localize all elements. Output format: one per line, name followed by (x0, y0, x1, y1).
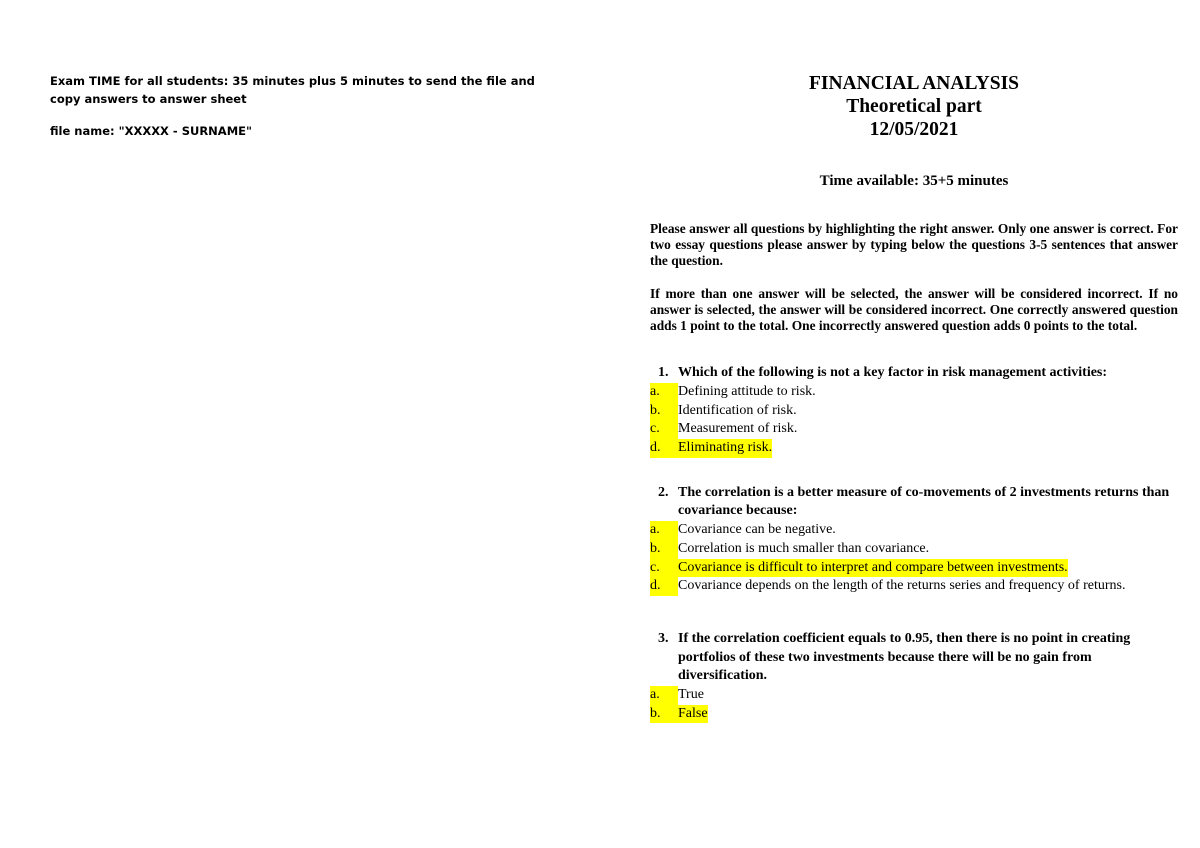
exam-time-note-line1: Exam TIME for all students: 35 minutes plus 5 minutes to send the file and (50, 74, 535, 88)
option-text: Identification of risk. (678, 402, 797, 418)
question-text: Which of the following is not a key factor in risk management activities: (678, 365, 1108, 381)
answer-option-b[interactable] (650, 705, 1178, 724)
option-text-highlighted: Covariance is difficult to interpret and compare between investments. (678, 559, 1068, 578)
option-letter: a. (650, 521, 678, 540)
option-letter: b. (650, 705, 678, 724)
option-letter: c. (650, 559, 678, 578)
question-3 (650, 630, 1178, 724)
exam-page (650, 72, 1178, 723)
file-name-note: file name: "XXXXX - SURNAME" (50, 124, 252, 138)
answer-option-a[interactable] (650, 686, 1178, 705)
question-2 (650, 484, 1178, 596)
question-number: 2. (658, 484, 669, 500)
option-text: Measurement of risk. (678, 421, 798, 437)
answer-option-b[interactable] (650, 402, 1178, 421)
instructions-paragraph-1: Please answer all questions by highlighting the right answer. Only one answer is correct. For two essay questions please answer by typing below the questions 3-5 sentences that answer the question. (650, 221, 1178, 269)
answer-option-c[interactable] (650, 559, 1178, 578)
option-letter: b. (650, 540, 678, 559)
answer-option-d[interactable] (650, 577, 1178, 596)
exam-date: 12/05/2021 (869, 119, 959, 140)
question-number: 3. (658, 630, 669, 646)
question-number: 1. (658, 365, 669, 381)
answer-option-a[interactable] (650, 383, 1178, 402)
exam-title: FINANCIAL ANALYSIS (808, 73, 1020, 94)
option-text-highlighted: False (678, 705, 708, 724)
option-letter: a. (650, 383, 678, 402)
exam-notes (50, 72, 535, 140)
option-letter: a. (650, 686, 678, 705)
answer-option-d[interactable] (650, 439, 1178, 458)
question-text: The correlation is a better measure of co-movements of 2 investments returns than covariance because: (678, 484, 1170, 519)
option-text: True (678, 687, 704, 703)
answer-option-c[interactable] (650, 420, 1178, 439)
question-1 (650, 364, 1178, 458)
answer-option-a[interactable] (650, 521, 1178, 540)
option-letter: c. (650, 420, 678, 439)
option-text: Covariance can be negative. (678, 522, 836, 538)
answer-option-b[interactable] (650, 540, 1178, 559)
option-letter: d. (650, 577, 678, 596)
instructions-paragraph-2: If more than one answer will be selected, the answer will be considered incorrect. If no answer is selected, the answer will be considered incorrect. One correctly answered question adds 1 point to the total. One incorrectly answered question adds 0 points to the total. (650, 285, 1178, 334)
option-text-highlighted: Eliminating risk. (678, 439, 772, 458)
time-available: Time available: 35+5 minutes (819, 173, 1009, 189)
exam-time-note-line2: copy answers to answer sheet (50, 92, 247, 106)
exam-subtitle: Theoretical part (846, 96, 982, 117)
option-letter: b. (650, 402, 678, 421)
option-letter: d. (650, 439, 678, 458)
option-text: Defining attitude to risk. (678, 383, 816, 399)
question-text: If the correlation coefficient equals to 0.95, then there is no point in creating portfolios of these two investments because there will be no gain from diversification. (678, 630, 1131, 684)
exam-header (650, 72, 1178, 141)
option-text: Covariance depends on the length of the returns series and frequency of returns. (678, 578, 1126, 594)
option-text: Correlation is much smaller than covariance. (678, 540, 930, 556)
